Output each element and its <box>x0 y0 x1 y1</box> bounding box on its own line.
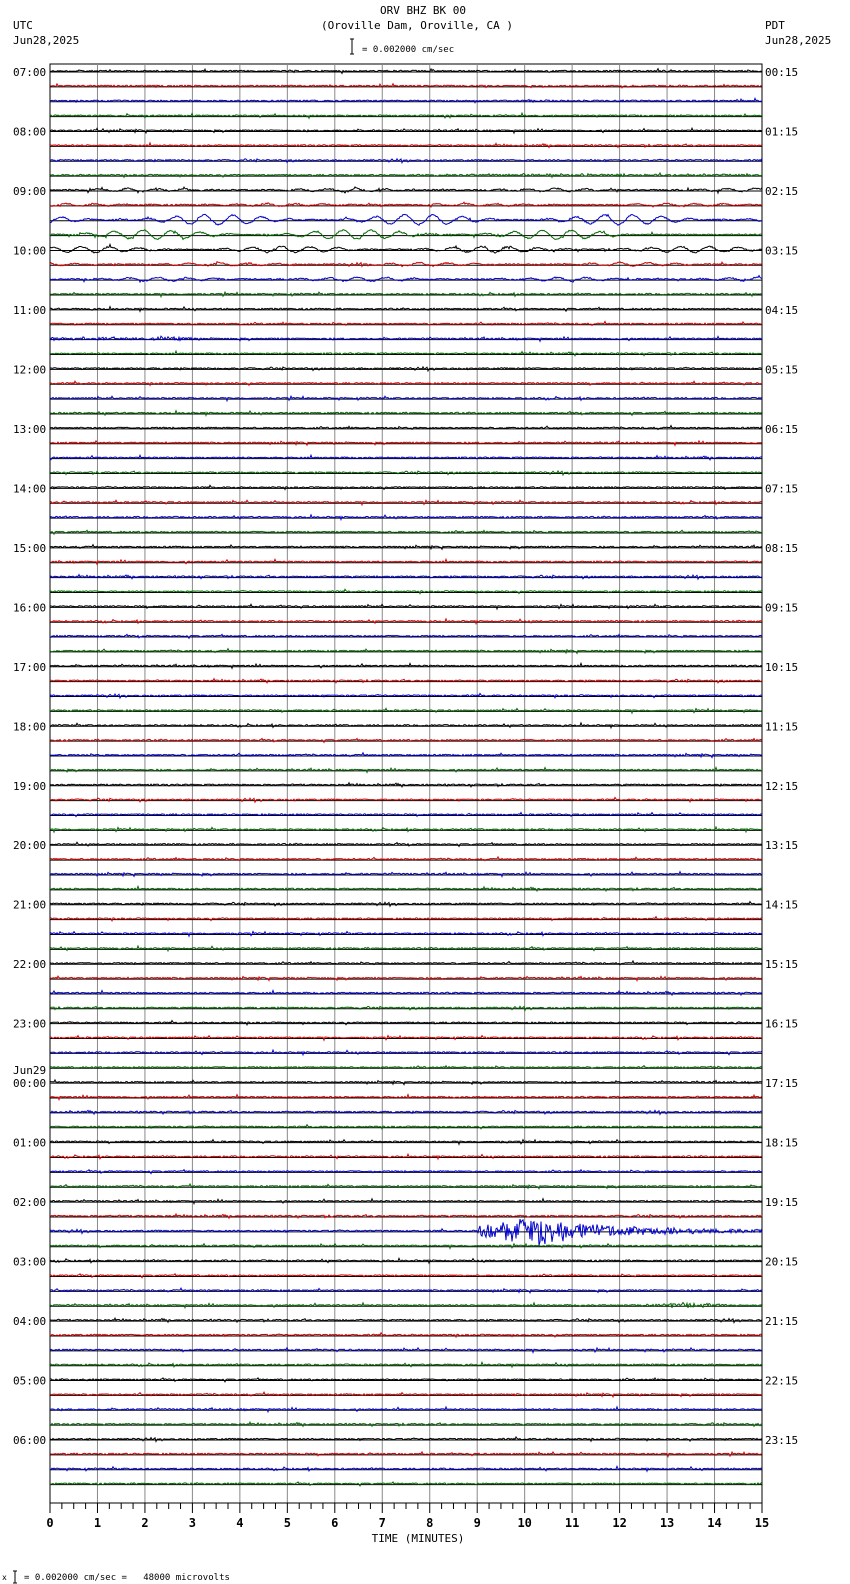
station-subtitle: (Oroville Dam, Oroville, CA ) <box>320 19 514 32</box>
seismic-trace-row <box>50 307 762 312</box>
pdt-hour-label: 22:15 <box>765 1374 799 1388</box>
x-axis-label: TIME (MINUTES) <box>371 1532 465 1545</box>
seismic-trace-row <box>50 1050 762 1055</box>
utc-hour-label: 06:00 <box>13 1434 47 1448</box>
traces <box>50 69 762 1486</box>
seismic-trace-row <box>50 827 762 832</box>
left-date: Jun28,2025 <box>13 34 80 47</box>
seismic-trace-row <box>50 336 762 341</box>
seismic-trace-row <box>50 1095 762 1100</box>
pdt-hour-label: 11:15 <box>765 720 799 734</box>
utc-hour-label: 19:00 <box>13 779 47 793</box>
utc-hour-label: 16:00 <box>13 601 47 615</box>
seismic-trace-row <box>50 693 762 698</box>
utc-hour-label: 17:00 <box>13 660 47 674</box>
utc-hour-label: 11:00 <box>13 303 47 317</box>
seismic-trace-row <box>50 1422 762 1426</box>
pdt-hour-label: 15:15 <box>765 958 799 972</box>
x-tick-label: 13 <box>659 1516 675 1530</box>
seismic-trace-row <box>50 1170 762 1174</box>
pdt-hour-label: 19:15 <box>765 1196 799 1210</box>
seismic-trace-row <box>50 739 762 743</box>
seismic-trace-row <box>50 753 762 758</box>
seismic-trace-row <box>50 976 762 980</box>
seismic-trace-row <box>50 708 762 713</box>
utc-hour-label: 15:00 <box>13 541 47 555</box>
seismic-trace-row <box>50 1348 762 1353</box>
seismic-trace-row <box>50 872 762 877</box>
seismic-trace-row <box>50 619 762 624</box>
x-tick-label: 5 <box>283 1516 291 1530</box>
seismic-trace-row <box>50 559 762 564</box>
pdt-hour-label: 03:15 <box>765 244 799 258</box>
seismic-trace-row <box>50 679 762 683</box>
seismic-trace-row <box>50 411 762 416</box>
seismic-trace-row <box>50 842 762 846</box>
seismic-trace-row <box>50 1362 762 1367</box>
utc-hour-label: 22:00 <box>13 958 47 972</box>
utc-hour-label: 18:00 <box>13 720 47 734</box>
seismic-trace-row <box>50 113 762 118</box>
x-tick-label: 9 <box>473 1516 481 1530</box>
seismic-trace-row <box>50 663 762 668</box>
seismic-trace-row <box>50 1258 762 1263</box>
x-tick-label: 8 <box>426 1516 434 1530</box>
pdt-hour-label: 20:15 <box>765 1255 799 1269</box>
seismic-trace-row <box>50 723 762 728</box>
utc-hour-label: 21:00 <box>13 898 47 912</box>
pdt-hour-label: 08:15 <box>765 541 799 555</box>
x-tick-label: 4 <box>236 1516 244 1530</box>
scale-bar-icon <box>350 39 354 54</box>
seismic-trace-row <box>50 214 762 225</box>
x-tick-label: 3 <box>188 1516 197 1530</box>
utc-hour-label: 14:00 <box>13 482 47 496</box>
utc-hour-label: 04:00 <box>13 1315 47 1329</box>
pdt-hour-label: 17:15 <box>765 1077 799 1091</box>
seismic-trace-row <box>50 1392 762 1397</box>
x-tick-label: 6 <box>331 1516 339 1530</box>
seismic-trace-row <box>50 946 762 951</box>
x-tick-label: 12 <box>612 1516 627 1530</box>
seismic-trace-row <box>50 1214 762 1218</box>
seismic-trace-row <box>50 575 762 580</box>
seismic-trace-row <box>50 917 762 921</box>
seismic-trace-row <box>50 902 762 907</box>
seismic-trace-row <box>50 230 762 240</box>
seismic-trace-row <box>50 589 762 593</box>
utc-hour-label: 05:00 <box>13 1374 47 1388</box>
x-axis <box>46 1503 769 1530</box>
pdt-hour-label: 12:15 <box>765 779 799 793</box>
pdt-hour-label: 13:15 <box>765 839 799 853</box>
seismic-trace-row <box>50 1006 762 1010</box>
x-tick-label: 0 <box>46 1516 54 1530</box>
seismic-trace-row <box>50 500 762 505</box>
seismic-trace-row <box>50 768 762 773</box>
pdt-hour-label: 16:15 <box>765 1017 799 1031</box>
pdt-hour-label: 02:15 <box>765 184 799 198</box>
pdt-hour-label: 06:15 <box>765 422 799 436</box>
seismic-trace-row <box>50 1036 762 1041</box>
seismic-trace-row <box>50 1466 762 1471</box>
utc-hour-label: 23:00 <box>13 1017 47 1031</box>
seismic-trace-row <box>50 515 762 520</box>
seismic-trace-row <box>50 545 762 550</box>
pdt-hour-label: 10:15 <box>765 660 799 674</box>
seismic-trace-row <box>50 485 762 489</box>
x-tick-label: 10 <box>517 1516 532 1530</box>
seismic-trace-row <box>50 1199 762 1204</box>
right-timezone: PDT <box>765 19 785 32</box>
right-date: Jun28,2025 <box>765 34 832 47</box>
utc-hour-label: 09:00 <box>13 184 47 198</box>
pdt-hour-label: 01:15 <box>765 125 799 139</box>
footer-scale-note: = 0.002000 cm/sec = 48000 microvolts <box>24 1573 230 1583</box>
utc-hour-label: 10:00 <box>13 244 47 258</box>
left-timezone: UTC <box>13 19 33 32</box>
seismic-trace-row <box>50 292 762 297</box>
x-tick-label: 11 <box>564 1516 580 1530</box>
x-tick-label: 15 <box>754 1516 770 1530</box>
utc-hour-label: 01:00 <box>13 1136 47 1150</box>
seismic-trace-row <box>50 158 762 163</box>
pdt-hour-label: 09:15 <box>765 601 799 615</box>
utc-hour-label: 12:00 <box>13 363 47 377</box>
seismic-trace-row <box>50 396 762 401</box>
pdt-hour-label: 05:15 <box>765 363 799 377</box>
seismic-trace-row <box>50 798 762 803</box>
seismic-trace-row <box>50 128 762 133</box>
pdt-hour-label: 04:15 <box>765 303 799 317</box>
pdt-hour-label: 14:15 <box>765 898 799 912</box>
seismic-trace-row <box>50 173 762 177</box>
utc-hour-label: 02:00 <box>13 1196 47 1210</box>
seismic-trace-row <box>50 1437 762 1442</box>
seismic-trace-row <box>50 1452 762 1457</box>
pdt-hour-label: 00:15 <box>765 66 799 79</box>
x-tick-label: 7 <box>378 1516 386 1530</box>
pdt-hour-label: 18:15 <box>765 1136 799 1150</box>
seismic-trace-row <box>50 1184 762 1189</box>
seismic-trace-row <box>50 1378 762 1382</box>
pdt-hour-label: 23:15 <box>765 1434 799 1448</box>
pdt-hour-label: 21:15 <box>765 1315 799 1329</box>
seismic-trace-row <box>50 1080 762 1085</box>
seismic-trace-row <box>50 783 762 787</box>
seismic-trace-row <box>50 1333 762 1337</box>
seismic-trace-row <box>50 1154 762 1159</box>
utc-date-change-label: Jun29 <box>13 1064 47 1078</box>
seismic-trace-row <box>50 1288 762 1293</box>
seismic-trace-row <box>50 1318 762 1323</box>
seismic-trace-row <box>50 1303 762 1308</box>
seismic-trace-row <box>50 1482 762 1486</box>
utc-hour-label: 07:00 <box>13 66 47 79</box>
x-tick-label: 1 <box>93 1516 102 1530</box>
footer-mark: x <box>2 1573 7 1582</box>
seismic-trace-row <box>50 1244 762 1249</box>
seismic-trace-row <box>50 69 762 74</box>
pdt-hour-label: 07:15 <box>765 482 799 496</box>
seismic-trace-row <box>50 649 762 654</box>
utc-hour-label: 08:00 <box>13 125 47 139</box>
footer-scale-bar-icon <box>13 1571 17 1583</box>
seismic-trace-row <box>50 932 762 937</box>
seismic-trace-row <box>50 441 762 445</box>
seismic-trace-row <box>50 276 762 283</box>
x-tick-label: 2 <box>141 1516 149 1530</box>
seismic-trace-row <box>50 262 762 267</box>
seismic-trace-row <box>50 1274 762 1278</box>
utc-hour-label: 00:00 <box>13 1077 47 1091</box>
seismic-trace-row <box>50 634 762 638</box>
scale-label: = 0.002000 cm/sec <box>362 45 455 55</box>
x-tick-label: 14 <box>707 1516 722 1530</box>
seismic-trace-row <box>50 187 762 193</box>
seismic-trace-row <box>50 244 762 253</box>
utc-hour-label: 13:00 <box>13 422 47 436</box>
seismic-trace-row <box>50 530 762 534</box>
utc-hour-label: 03:00 <box>13 1255 47 1269</box>
utc-hour-label: 20:00 <box>13 839 47 853</box>
seismic-trace-row <box>50 1407 762 1412</box>
seismic-trace-row <box>50 1140 762 1145</box>
seismic-trace-row <box>50 604 762 609</box>
station-title: ORV BHZ BK 00 <box>379 4 467 17</box>
